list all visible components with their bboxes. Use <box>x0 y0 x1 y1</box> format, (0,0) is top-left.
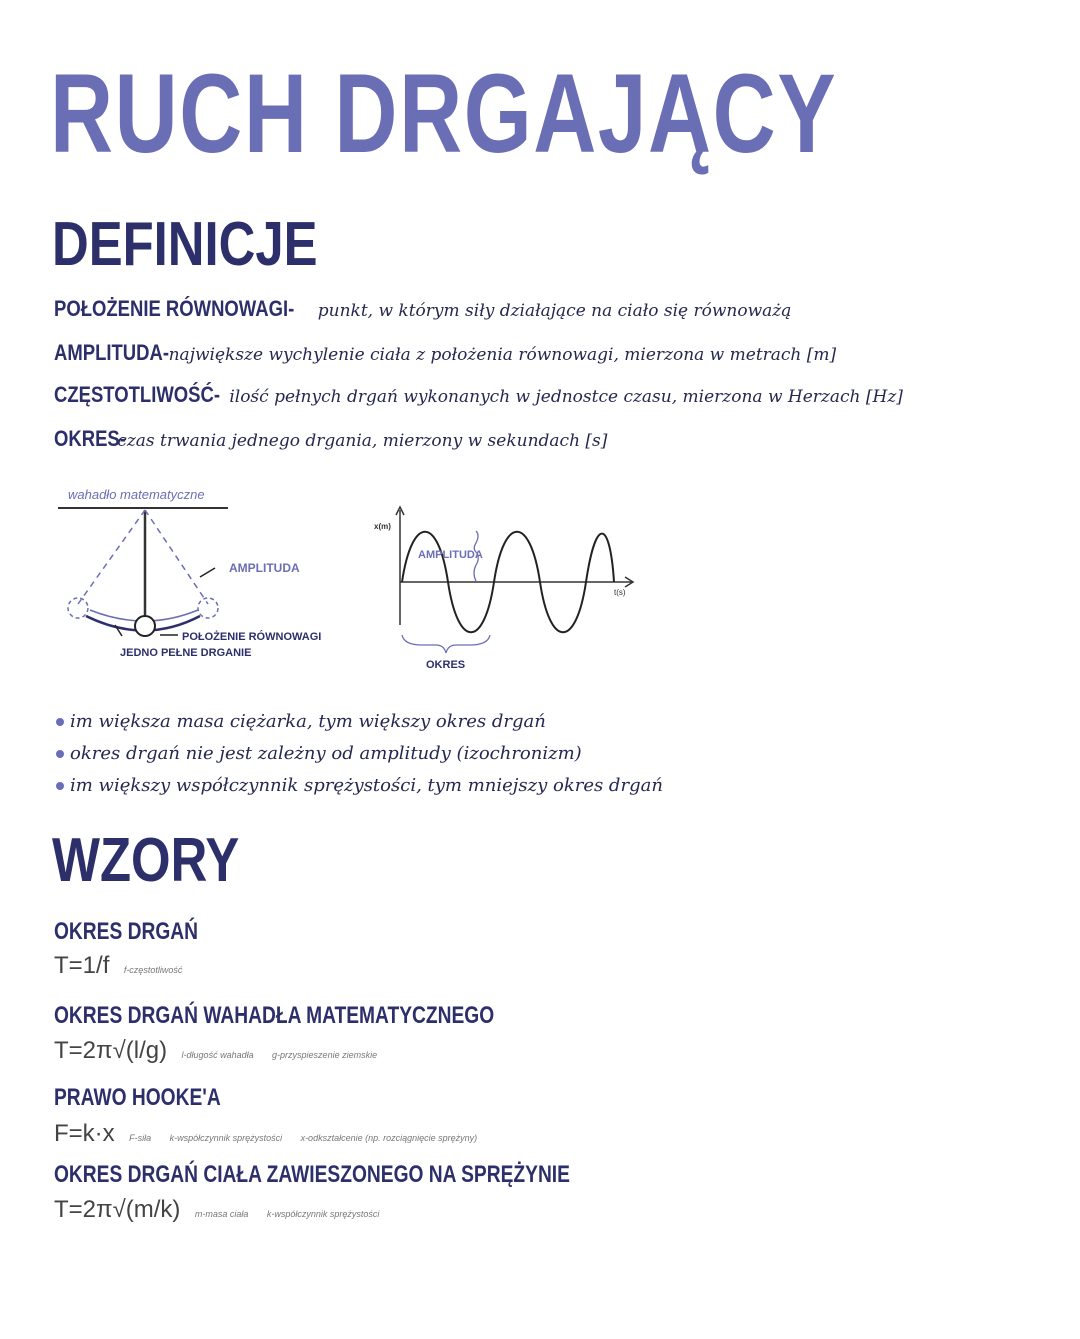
formula-note: m-masa ciała <box>194 1209 249 1219</box>
bullet-text: im większy współczynnik sprężystości, tym mniejszy okres drgań <box>70 775 663 796</box>
definition-amplitude <box>54 340 836 366</box>
definition-term: CZĘSTOTLIWOŚĆ- <box>54 382 220 407</box>
bullet-list <box>56 706 663 802</box>
pendulum-amplitude-label: AMPLITUDA <box>229 561 300 575</box>
definition-term: POŁOŻENIE RÓWNOWAGI- <box>54 296 295 321</box>
formula-note: g-przyspieszenie ziemskie <box>272 1050 378 1060</box>
pendulum-oscillation-label: JEDNO PEŁNE DRGANIE <box>120 647 252 659</box>
bullet-dot-icon <box>56 782 64 790</box>
pendulum-string-right <box>145 510 208 604</box>
formula-equation: T=2π√(l/g) <box>54 1037 168 1064</box>
pendulum-string-left <box>78 510 145 604</box>
list-item <box>56 738 663 770</box>
formula-hooke <box>54 1120 491 1148</box>
definition-text: ilość pełnych drgań wykonanych w jednostce czasu, mierzona w Herzach [Hz] <box>229 387 903 407</box>
formula-period <box>54 952 196 980</box>
formula-pendulum <box>54 1037 391 1065</box>
formula-note: x-odkształcenie (np. rozciągnięcie sprężyny) <box>300 1133 478 1143</box>
formula-spring <box>54 1196 393 1224</box>
formula-title: OKRES DRGAŃ <box>54 918 199 945</box>
formula-equation: T=1/f <box>54 952 110 979</box>
formula-title: OKRES DRGAŃ WAHADŁA MATEMATYCZNEGO <box>54 1002 495 1029</box>
pendulum-caption: wahadło matematyczne <box>68 487 205 502</box>
x-axis-label: t(s) <box>614 588 626 597</box>
formula-title: OKRES DRGAŃ CIAŁA ZAWIESZONEGO NA SPRĘŻYNIE <box>54 1161 570 1188</box>
pendulum-bob-right <box>198 598 218 618</box>
list-item <box>56 706 663 738</box>
wave-diagram <box>360 495 650 680</box>
formula-note: k-współczynnik sprężystości <box>169 1133 283 1143</box>
y-axis-label: x(m) <box>374 522 391 531</box>
pendulum-bob-left <box>68 598 88 618</box>
bullet-text: im większa masa ciężarka, tym większy okres drgań <box>70 711 546 732</box>
bullet-dot-icon <box>56 750 64 758</box>
formula-note: F-siła <box>129 1133 152 1143</box>
formula-title: PRAWO HOOKE'A <box>54 1084 221 1111</box>
formula-note: l-długość wahadła <box>181 1050 254 1060</box>
definition-equilibrium <box>54 296 791 322</box>
definitions-heading: DEFINICJE <box>52 210 318 279</box>
definition-term: AMPLITUDA- <box>54 340 169 365</box>
formula-equation: F=k·x <box>54 1120 115 1147</box>
definition-text: punkt, w którym siły działające na ciało się równoważą <box>317 301 792 321</box>
list-item <box>56 770 663 802</box>
pendulum-equilibrium-label: POŁOŻENIE RÓWNOWAGI <box>182 631 322 643</box>
definition-period <box>54 426 607 452</box>
bullet-text: okres drgań nie jest zależny od amplitudy (izochronizm) <box>70 743 582 764</box>
page-title: RUCH DRGAJĄCY <box>50 51 838 176</box>
formulas-heading: WZORY <box>52 826 240 895</box>
wave-period-label: OKRES <box>426 659 466 671</box>
definition-text: największe wychylenie ciała z położenia równowagi, mierzona w metrach [m] <box>168 345 837 365</box>
amplitude-pointer <box>200 568 215 577</box>
wave-amplitude-label: AMPLITUDA <box>418 549 483 561</box>
pendulum-bob <box>135 616 155 636</box>
formula-equation: T=2π√(m/k) <box>54 1196 181 1223</box>
definition-text: czas trwania jednego drgania, mierzony w sekundach [s] <box>117 431 608 451</box>
bullet-dot-icon <box>56 718 64 726</box>
period-brace <box>402 635 490 653</box>
pendulum-diagram <box>50 480 340 670</box>
definition-term: OKRES- <box>54 426 126 451</box>
definition-frequency <box>54 382 903 408</box>
formula-note: k-współczynnik sprężystości <box>266 1209 380 1219</box>
formula-note: f-częstotliwość <box>123 965 183 975</box>
